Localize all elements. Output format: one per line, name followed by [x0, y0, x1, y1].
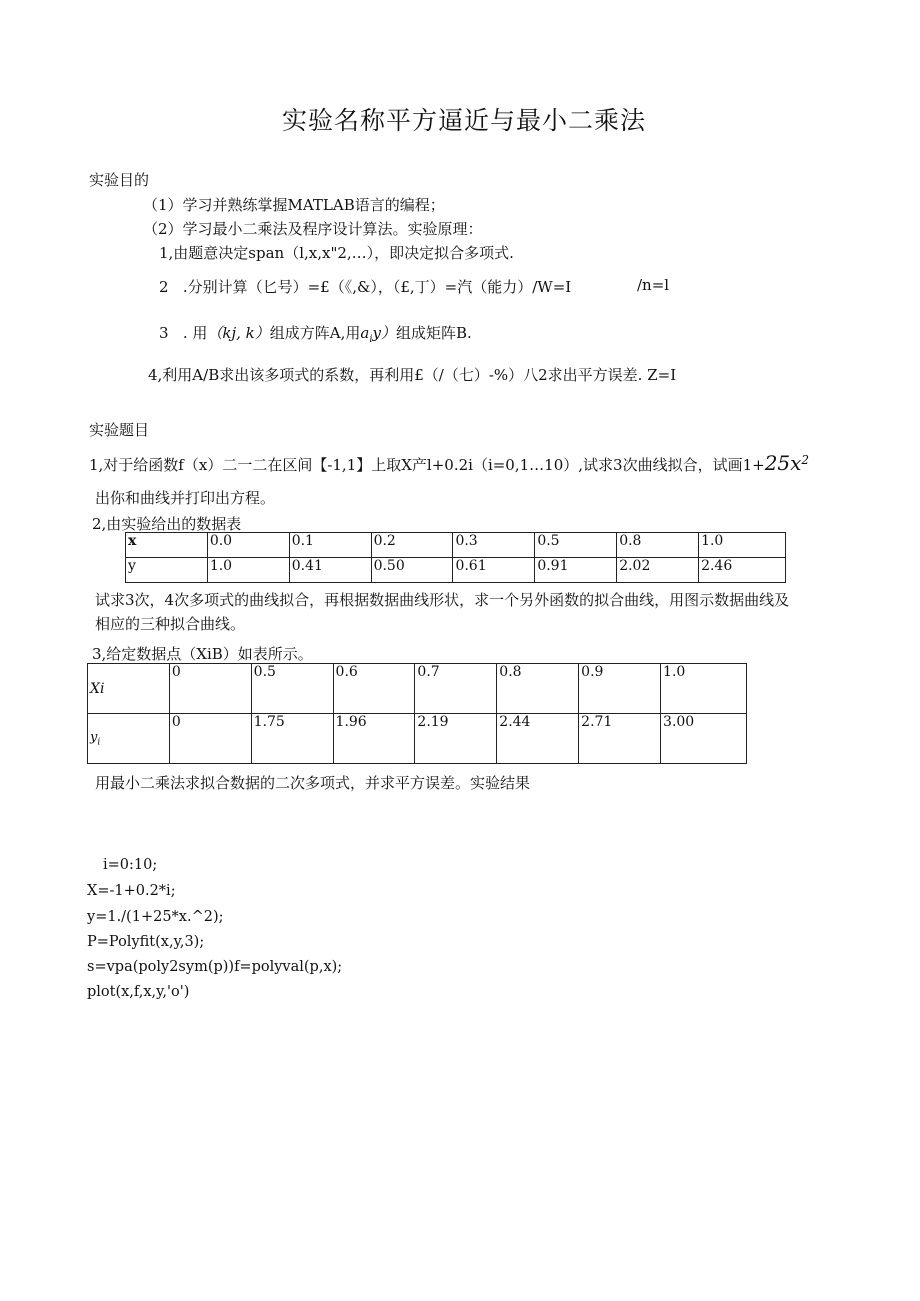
table-row [88, 714, 747, 764]
code-line-5: s=vpa(poly2sym(p))f=polyval(p,x); [87, 959, 343, 975]
table-cell: 2.44 [497, 714, 579, 764]
data-table-2 [87, 663, 747, 764]
principle-3-subscript: i [369, 334, 373, 345]
purpose-heading: 实验目的 [89, 171, 150, 189]
table-cell: 2.46 [699, 558, 786, 583]
table-cell: 0.1 [289, 533, 371, 558]
principle-3-part-g: 组成矩阵B. [396, 324, 472, 342]
principle-3 [159, 322, 472, 345]
data-table-1 [125, 532, 786, 583]
table-cell: 1.96 [333, 714, 415, 764]
code-line-2: X=-1+0.2*i; [87, 883, 176, 899]
question-2-description: 试求3次，4次多项式的曲线拟合，再根据数据曲线形状，求一个另外函数的拟合曲线，用图示数据曲线及 [95, 591, 790, 609]
row-label-yi [88, 714, 170, 764]
table-row [126, 558, 786, 583]
question-2-intro: 2,由实验给出的数据表 [92, 515, 242, 533]
table-cell: 0.8 [497, 664, 579, 714]
question-1-exponent: 2 [801, 453, 810, 467]
row-label-xi: Xi [88, 664, 170, 714]
question-2-description-line-2: 相应的三种拟合曲线。 [95, 615, 246, 633]
table-cell: 0.9 [579, 664, 661, 714]
table-cell: 1.0 [699, 533, 786, 558]
table-cell: 1.0 [207, 558, 289, 583]
table-cell: 0.50 [371, 558, 453, 583]
question-3-description: 用最小二乘法求拟合数据的二次多项式，并求平方误差。实验结果 [95, 774, 531, 792]
table-cell: 0.91 [535, 558, 617, 583]
question-3-intro: 3,给定数据点（XiB）如表所示。 [92, 645, 313, 663]
table-cell: 1.0 [661, 664, 747, 714]
principle-3-symbol-a: a [360, 324, 370, 342]
principle-3-matrix-index: （kj, k） [207, 324, 270, 342]
table-cell: 0.5 [251, 664, 333, 714]
principle-3-part-a: 3 . 用 [159, 324, 208, 342]
table-cell: 2.71 [579, 714, 661, 764]
table-cell: 0.5 [535, 533, 617, 558]
principle-3-part-c: 组成方阵A,用 [269, 324, 361, 342]
code-line-6: plot(x,f,x,y,'o') [87, 984, 190, 1000]
page-title: 实验名称平方逼近与最小二乘法 [282, 106, 647, 135]
principle-3-symbol-y: y） [372, 324, 397, 342]
code-line-4: P=Polyfit(x,y,3); [87, 934, 205, 950]
table-cell: 1.75 [251, 714, 333, 764]
table-cell: 0 [169, 714, 251, 764]
principle-2: 2 .分别计算（匕号）=£（《,&），（£,丁）=汽（能力）/W=I [159, 278, 572, 296]
table-cell: x [126, 533, 208, 558]
principle-4: 4,利用A/B求出该多项式的系数，再利用£（/（七）-%）八2求出平方误差. Z=I [148, 366, 677, 384]
table-cell: 0.2 [371, 533, 453, 558]
table-cell: 0.3 [453, 533, 535, 558]
principle-1: 1,由题意决定span（l,x,x"2,…），即决定拟合多项式. [159, 244, 514, 262]
principle-2-tail: /n=l [637, 276, 670, 294]
row-label-y-subscript: i [97, 737, 101, 748]
table-cell: 2.02 [617, 558, 699, 583]
table-cell: 0.41 [289, 558, 371, 583]
table-cell: 0.6 [333, 664, 415, 714]
table-row [88, 664, 747, 714]
problems-heading: 实验题目 [89, 421, 150, 439]
question-1 [89, 451, 809, 475]
table-cell: y [126, 558, 208, 583]
question-1-formula: 25x [764, 451, 802, 475]
table-cell: 0.8 [617, 533, 699, 558]
table-row [126, 533, 786, 558]
code-line-1: i=0:10; [103, 857, 158, 873]
table-cell: 2.19 [415, 714, 497, 764]
table-cell: 0.7 [415, 664, 497, 714]
purpose-item-2: （2）学习最小二乘法及程序设计算法。实验原理： [143, 220, 483, 238]
purpose-item-1: （1）学习并熟练掌握MATLAB语言的编程； [143, 196, 445, 214]
table-cell: 3.00 [661, 714, 747, 764]
question-1-text: 1,对于给函数f（x）二一二在区间【-1,1】上取X产l+0.2i（i=0,1…10）,试求3次曲线拟合，试画1+ [89, 456, 765, 474]
table-cell: 0.0 [207, 533, 289, 558]
table-cell: 0.61 [453, 558, 535, 583]
code-line-3: y=1./(1+25*x.^2); [87, 909, 224, 925]
question-1-line-2: 出你和曲线并打印出方程。 [95, 489, 276, 507]
table-cell: 0 [169, 664, 251, 714]
row-label-y: y [90, 729, 98, 745]
